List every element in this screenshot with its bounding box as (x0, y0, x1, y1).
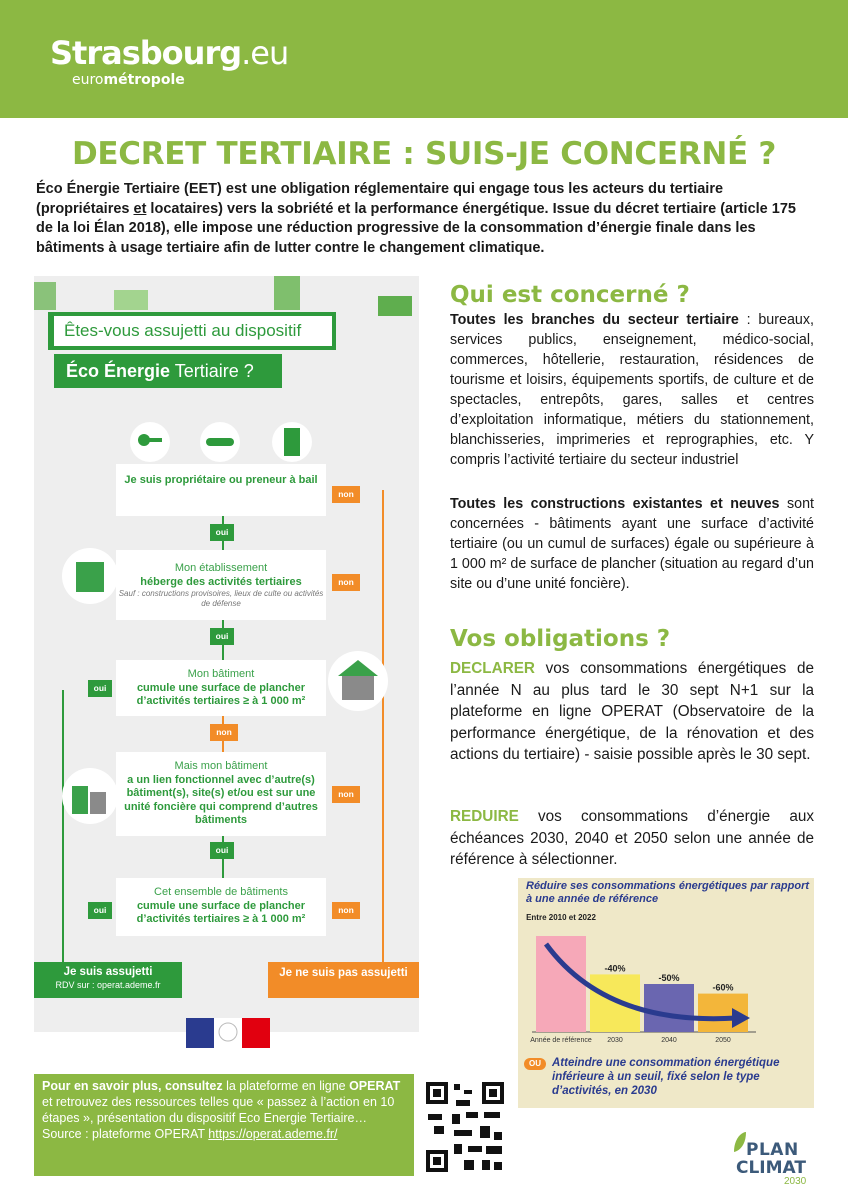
step2-bold: héberge des activités tertiaires (140, 575, 302, 588)
intro-underlined: et (133, 200, 147, 217)
obligations-heading: Vos obligations ? (450, 626, 671, 652)
intro-text-1: Éco Énergie Tertiaire (EET) est une obligation réglementaire qui engage tous les acteurs du tertiaire (propriétaires (36, 181, 724, 217)
year-text: 2030 (784, 1176, 807, 1187)
intro-text-2: locataires) vers la sobriété et la performance énergétique. Issue du décret tertiaire (article 175 de la loi Élan 2018), elle impose une réduction progressive de la consommation d’énergie finale dans les bâtiments à usage tertiaire afin de lutter contre le changement climatique. (36, 200, 796, 256)
chart-tick-label: 2040 (661, 1037, 677, 1044)
chart-data-label: -40% (604, 963, 626, 974)
operat-link[interactable]: https://operat.ademe.fr/ (208, 1127, 338, 1141)
step4-intro: Mais mon bâtiment (174, 760, 268, 772)
concerned-p1-text: : bureaux, services publics, enseignement, médico-social, commerces, hôtellerie, restauration, résidences de tourisme et loisirs, équipements sportifs, de culture et de spectacles, entrepôts, gares, salles et centres d’exploitation informatique, métiers du stationnement, blanchisseries, imprimeries et reprographies, etc. Y compris l’activité tertiaire du secteur industriel (450, 312, 814, 468)
step-group-surface (116, 878, 326, 936)
page-title: DECRET TERTIAIRE : SUIS-JE CONCERNÉ ? (71, 136, 777, 172)
tag-non: non (332, 786, 360, 803)
chart-bar (644, 984, 694, 1032)
info-bold-2: OPERAT (349, 1079, 401, 1093)
more-info-box (34, 1074, 414, 1176)
logo-subtitle (72, 72, 185, 88)
tag-oui: oui (210, 842, 234, 859)
step5-bold: cumule une surface de plancher d’activités tertiaires ≥ à 1 000 m² (136, 899, 306, 925)
concerned-p2-bold: Toutes les constructions existantes et neuves (450, 496, 780, 512)
step1-text: Je suis propriétaire ou preneur à bail (124, 474, 318, 486)
step5-intro: Cet ensemble de bâtiments (154, 886, 288, 898)
result-yes-text: Je suis assujetti (63, 966, 153, 978)
intro-paragraph (36, 180, 816, 258)
chart-data-label: -60% (712, 982, 734, 993)
chart-data-label: -50% (658, 973, 680, 983)
heading-rest: Tertiaire ? (170, 361, 254, 381)
chart-tick-label: Année de référence (530, 1037, 592, 1044)
tag-oui: oui (210, 628, 234, 645)
ou-badge: OU (524, 1058, 546, 1070)
flowchart-heading-1: Êtes-vous assujetti au dispositif (54, 316, 332, 346)
chart-reference-label: Entre 2010 et 2022 (526, 913, 596, 922)
qr-code-icon[interactable] (424, 1080, 506, 1174)
chart-title: Réduire ses consommations énergétiques par rapport à une année de référence (526, 880, 810, 905)
concerned-p2-text: sont concernées - bâtiments ayant une surface d’activité tertiaire (ou un cumul de surfaces) égale ou supérieure à 1 000 m² de surface de plancher (situation au regard d’un site ou d’une unité foncière). (450, 496, 814, 592)
handshake-icon (190, 422, 250, 462)
concerned-heading: Qui est concerné ? (450, 282, 690, 308)
chart-tick-label: 2050 (715, 1037, 731, 1044)
declare-keyword: DECLARER (450, 660, 535, 677)
building-group-icon (62, 766, 118, 826)
result-not-subject: Je ne suis pas assujetti (268, 962, 419, 998)
reduce-paragraph (450, 806, 814, 871)
logo-sub-euro: euro (72, 72, 104, 88)
flowchart-heading-2 (54, 354, 282, 388)
house-building-icon (328, 646, 388, 716)
info-text-1: la plateforme en ligne (222, 1079, 350, 1093)
reduce-keyword: REDUIRE (450, 808, 519, 825)
chart-bar (590, 974, 640, 1032)
tag-oui: oui (210, 524, 234, 541)
concerned-paragraph-2 (450, 494, 814, 594)
declare-text: vos consommations énergétiques de l’année N au plus tard le 30 sept N+1 sur la plateforme en ligne OPERAT (Observatoire de la performance énergétique, de la rénovation et des actions du tertiaire) - saisie possible après le 30 sept. (450, 660, 814, 763)
concerned-p1-bold: Toutes les branches du secteur tertiaire (450, 312, 739, 328)
tag-non: non (332, 486, 360, 503)
tag-oui: oui (88, 680, 112, 697)
office-building-icon (62, 546, 118, 606)
info-text-2: et retrouvez des ressources telles que « passez à l’action en 10 étapes », présentation du dispositif Eco Energie Tertiaire… (42, 1095, 395, 1125)
step-functional-link (116, 752, 326, 836)
step-surface (116, 660, 326, 716)
reduction-chart (518, 878, 814, 1108)
strasbourg-logo[interactable] (50, 34, 288, 72)
concerned-paragraph-1 (450, 310, 814, 470)
step2-intro: Mon établissement (174, 562, 268, 574)
step4-bold: a un lien fonctionnel avec d’autre(s) bâtiment(s), site(s) et/ou est sur une unité foncière qui comprend d’autres bâtiments (124, 773, 318, 826)
declare-paragraph (450, 658, 814, 766)
buildings-illustration-icon (34, 276, 419, 316)
tag-non: non (210, 724, 238, 741)
step3-bold: cumule une surface de plancher d’activités tertiaires ≥ à 1 000 m² (136, 681, 306, 707)
yes-path-line (62, 690, 64, 962)
reduce-text: vos consommations d’énergie aux échéances 2030, 2040 et 2050 selon une année de référence à sélectionner. (450, 808, 814, 868)
header-band (0, 0, 848, 118)
chart-note: Atteindre une consommation énergétique inférieure à un seuil, fixé selon le type d’activités, en 2030 (552, 1057, 780, 1097)
step-tertiary-activity (116, 550, 326, 620)
no-path-line (382, 490, 384, 962)
chart-svg (518, 906, 814, 1054)
plan-text: PLAN (746, 1140, 799, 1160)
result-subject (34, 962, 182, 998)
tag-non: non (332, 574, 360, 591)
info-source: Source : plateforme OPERAT (42, 1127, 209, 1141)
step2-note: Sauf : constructions provisoires, lieux de culte ou activités de défense (118, 589, 324, 608)
keys-icon (120, 422, 180, 462)
step3-intro: Mon bâtiment (187, 668, 255, 680)
plan-climat-logo (732, 1130, 822, 1190)
result-yes-sub: RDV sur : operat.ademe.fr (55, 980, 161, 990)
logo-sub-metropole: métropole (103, 72, 185, 88)
chart-bar (536, 936, 586, 1032)
chart-tick-label: 2030 (607, 1037, 623, 1044)
tag-oui: oui (88, 902, 112, 919)
logo-text: Strasbourg (50, 34, 242, 72)
tag-non: non (332, 902, 360, 919)
building-icon (262, 422, 322, 462)
eligibility-flowchart (34, 276, 419, 1032)
heading-bold: Éco Énergie (66, 361, 171, 381)
republique-francaise-logo-icon (186, 1018, 270, 1048)
logo-eu-text: .eu (241, 34, 289, 72)
climat-text: CLIMAT (736, 1158, 806, 1178)
info-bold-1: Pour en savoir plus, consultez (42, 1079, 223, 1093)
step-owner (116, 464, 326, 516)
